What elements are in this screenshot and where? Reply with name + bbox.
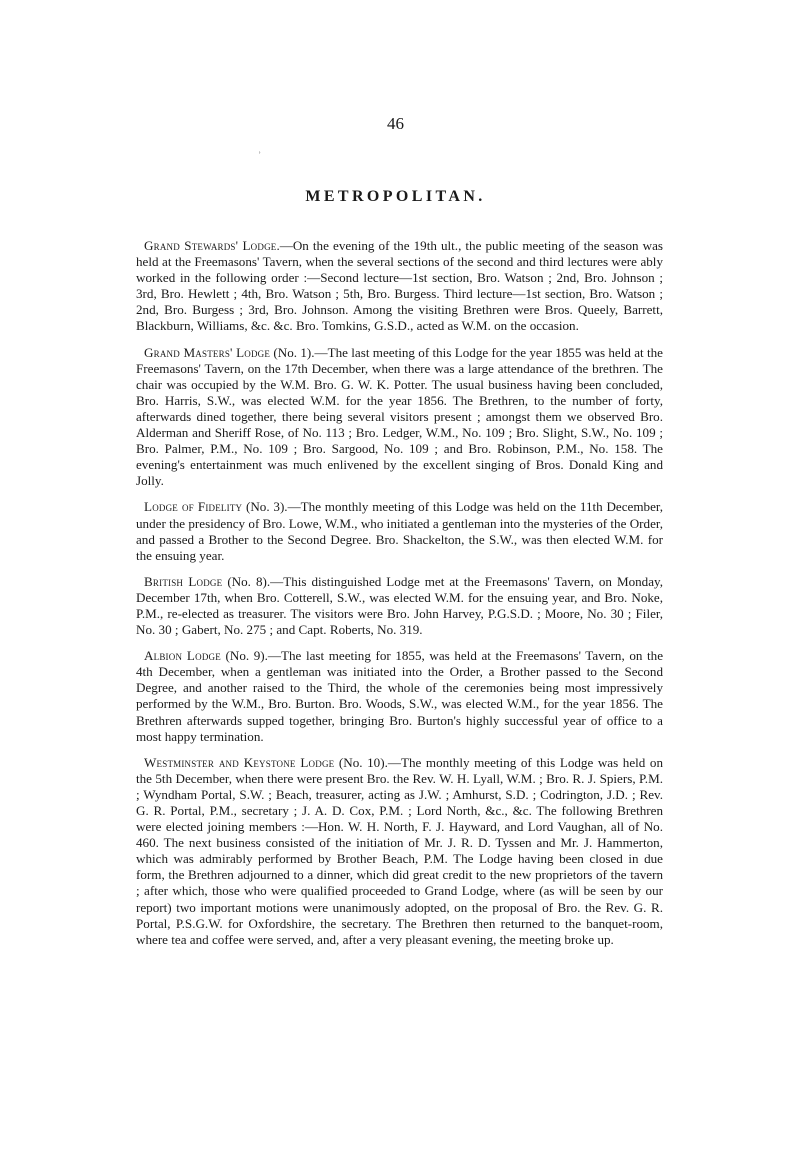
paragraph-british-lodge — [136, 574, 663, 638]
paragraph-albion-lodge — [136, 648, 663, 745]
paragraph-grand-masters-lodge — [136, 345, 663, 490]
lodge-name: Westminster and Keystone Lodge — [144, 754, 335, 770]
paragraph-text: .—On the evening of the 19th ult., the public meeting of the season was held at the Freemasons' Tavern, when the several sections of the second and third lectures were ably worked in the following order :—Second lecture—1st section, Bro. Watson ; 2nd, Bro. Johnson ; 3rd, Bro. Hewlett ; 4th, Bro. Watson ; 5th, Bro. Burgess. Third lecture—1st section, Bro. Watson ; 2nd, Bro. Burgess ; 3rd, Bro. Johnson. Among the visiting Brethren were Bros. Queely, Barrett, Blackburn, Williams, &c. &c. Bro. Tomkins, G.S.D., acted as W.M. on the occasion. — [136, 238, 664, 334]
paragraph-text: (No. 1).—The last meeting of this Lodge for the year 1855 was held at the Freemasons' Tavern, on the 17th December, when there was a large attendance of the brethren. The chair was occupied by the W.M. Bro. G. W. K. Potter. The usual business having been concluded, Bro. Harris, S.W., was elected W.M. for the year 1856. The Brethren, to the number of forty, afterwards dined together, there being several visitors present ; amongst them we observed Bro. Alderman and Sheriff Rose, of No. 113 ; Bro. Ledger, W.M., No. 109 ; Bro. Slight, S.W., No. 109 ; Bro. Palmer, P.M., No. 109 ; Bro. Sargood, No. 109 ; and Bro. Robinson, P.M., No. 158. The evening's entertainment was much enlivened by the excellent singing of Bros. Donald King and Jolly. — [136, 344, 663, 489]
paragraph-text: (No. 10).—The monthly meeting of this Lodge was held on the 5th December, when there were present Bro. the Rev. W. H. Lyall, W.M. ; Bro. R. J. Spiers, P.M. ; Wyndham Portal, S.W. ; Beach, treasurer, acting as J.W. ; Amhurst, S.D. ; Codrington, J.D. ; Rev. G. R. Portal, P.M., secretary ; J. A. D. Cox, P.M. ; Lord North, &c., &c. The following Brethren were elected joining members :—Hon. W. H. North, F. J. Hayward, and Lord Vaughan, all of No. 460. The next business consisted of the initiation of Mr. J. R. D. Tyssen and Mr. J. Hammerton, which was admirably performed by Brother Beach, P.M. The Lodge having been closed in due form, the Brethren adjourned to a dinner, which did great credit to the new proprietors of the tavern ; after which, those who were qualified proceeded to Grand Lodge, where (as will be seen by our report) two important motions were unanimously adopted, on the proposal of Bro. the Rev. G. R. Portal, P.S.G.W. for Oxfordshire, the secretary. The Brethren then returned to the banquet-room, where tea and coffee were served, and, after a very pleasant evening, the meeting broke up. — [136, 754, 663, 947]
paragraph-text: (No. 9).—The last meeting for 1855, was held at the Freemasons' Tavern, on the 4th December, when a gentleman was initiated into the Order, a Brother passed to the Second Degree, and another raised to the Third, the whole of the ceremonies being most impressively performed by the W.M., Bro. Burton. Bro. Woods, S.W., was elected W.M., for the year 1856. The Brethren afterwards supped together, bringing Bro. Burton's highly successful year of office to a most happy termination. — [136, 648, 663, 744]
ink-speck: ʾ — [258, 151, 262, 162]
paragraph-text: (No. 8).—This distinguished Lodge met at the Freemasons' Tavern, on Monday, December 17th, when Bro. Cotterell, S.W., was elected W.M. for the ensuing year, and Bro. Noke, P.M., re-elected as treasurer. The visitors were Bro. John Harvey, P.G.S.D. ; Moore, No. 30 ; Filer, No. 30 ; Gabert, No. 275 ; and Capt. Roberts, No. 319. — [136, 573, 664, 638]
paragraph-text: (No. 3).—The monthly meeting of this Lodge was held on the 11th December, under the presidency of Bro. Lowe, W.M., who initiated a gentleman into the mysteries of the Order, and passed a Brother to the Second Degree. Bro. Shackelton, the S.W., was then elected W.M. for the ensuing year. — [136, 499, 663, 563]
paragraph-grand-stewards-lodge — [136, 238, 663, 335]
lodge-name: Grand Masters' Lodge — [144, 344, 271, 360]
lodge-name: Albion Lodge — [144, 648, 221, 664]
lodge-name: Lodge of Fidelity — [144, 499, 243, 515]
paragraph-westminster-keystone-lodge — [136, 755, 663, 948]
lodge-name: British Lodge — [144, 573, 223, 589]
page-number: 46 — [387, 114, 404, 133]
lodge-name: Grand Stewards' Lodge — [144, 238, 277, 253]
paragraph-lodge-of-fidelity — [136, 499, 663, 563]
article-body — [136, 238, 663, 958]
section-title: METROPOLITAN. — [305, 188, 486, 205]
